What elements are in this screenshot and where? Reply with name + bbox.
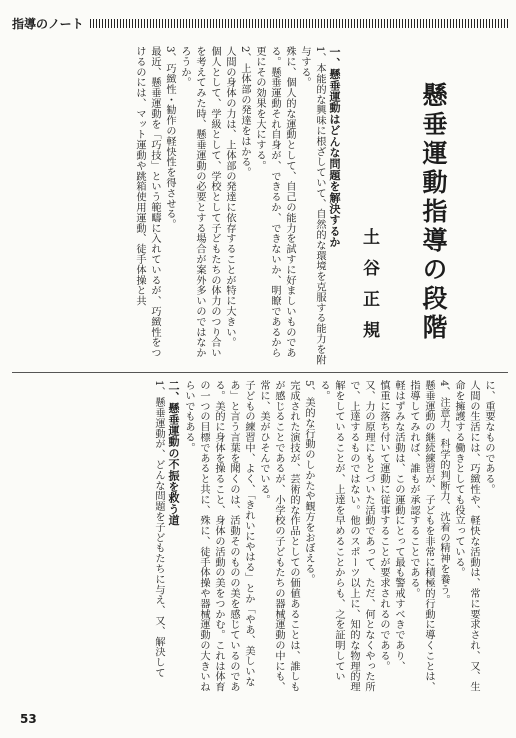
paragraph: 3、巧緻性・勧作の軽快性を得させる。	[164, 46, 175, 230]
paragraph: 軽はずみな活動は、この運動にとって最も警戒すべきであり、	[393, 380, 404, 672]
column-divider	[12, 372, 508, 373]
paragraph: 1、懸垂運動が、どんな問題を子どもたちに与え、又、解決して	[153, 380, 164, 678]
paragraph: 5、美的な行動のしかたや観方をおぼえる。	[303, 380, 314, 585]
paragraph: 懸垂運動の継続練習が、子どもを非常に積極的行動に導くことは、指導してみれば、誰もが承認することである。	[408, 380, 434, 692]
paragraph: 1、本能的な興味に根ざしていて、自然的な環境を克服する能力を附与する。	[299, 46, 325, 365]
paragraph: 4、注意力、科学的判断力、沈着の精神を養う。	[438, 380, 449, 606]
section-heading: 二、懸垂運動の不振を救う道	[167, 380, 180, 526]
lower-text-column	[66, 380, 496, 692]
paragraph: 完成された演技が、芸術的な作品としての価値あることは、誰しもが感じることであるが、小学校の子どもたちの器械運動の中にも、常に、美がひそんでいる。	[258, 380, 299, 692]
running-header	[12, 12, 508, 34]
paragraph: 2、上体部の発達をはかる。	[239, 46, 250, 178]
article-title: 懸垂運動指導の段階	[419, 82, 448, 343]
article-author: 土谷正規	[359, 228, 379, 352]
section-label: 指導のノート	[12, 16, 84, 31]
upper-text-column	[52, 46, 342, 368]
paragraph: 慎重に落ち付いて運動に従事することが要求されるのである。	[378, 380, 389, 672]
paragraph: 人間の生活には、巧緻性や、軽快な活動は、常に要求され、又、生命を擁護する働きとしても役立っている。	[453, 380, 479, 692]
paragraph: 子どもの練習中、よく、「きれいにやはる」とか「やあ、美しいなあ」と言う言葉を聞くのは、活動そのものの美を感じているのである。美的に身体を操ること、身体の活動の美をつかむ。これは体育の一つの目標であると共に、殊に、徒手体操や器械運動の大きいねらいでもある。	[183, 380, 254, 692]
header-decorative-bar	[90, 19, 508, 28]
paragraph: 殊に、個人的な運動として、自己の能力を試すに好ましいものである。懸垂運動それ自身が、できるか、できないか、明瞭であるから更にその効果を大にする。	[254, 46, 295, 358]
paragraph: 最近、懸垂運動を「巧技」という範疇に入れているが、巧緻性をつけるのには、マット運動や跳箱使用運動、徒手体操と共	[134, 46, 160, 358]
paragraph: 個人として、学級として、学校として子どもたちの体力のつり合いを考えてみた時、懸垂運動の必要とする場合が案外多いのではなかろうか。	[179, 46, 220, 358]
section-heading: 一、懸垂運動はどんな問題を解決するか	[328, 46, 341, 248]
paragraph: 又、力の原理にもとづいた活動であって、ただ、何となくやった所で、上達するものではない。他のスポーツ以上に、知的な物理的理解をしていることが、上達を早めることからも、之を証明している。	[318, 380, 374, 692]
paragraph: に、重要なものである。	[483, 380, 494, 495]
paragraph: 人間の身体の力は、上体部の発達に依存することが特に大きい。	[224, 46, 235, 348]
page-number: 53	[20, 712, 37, 726]
